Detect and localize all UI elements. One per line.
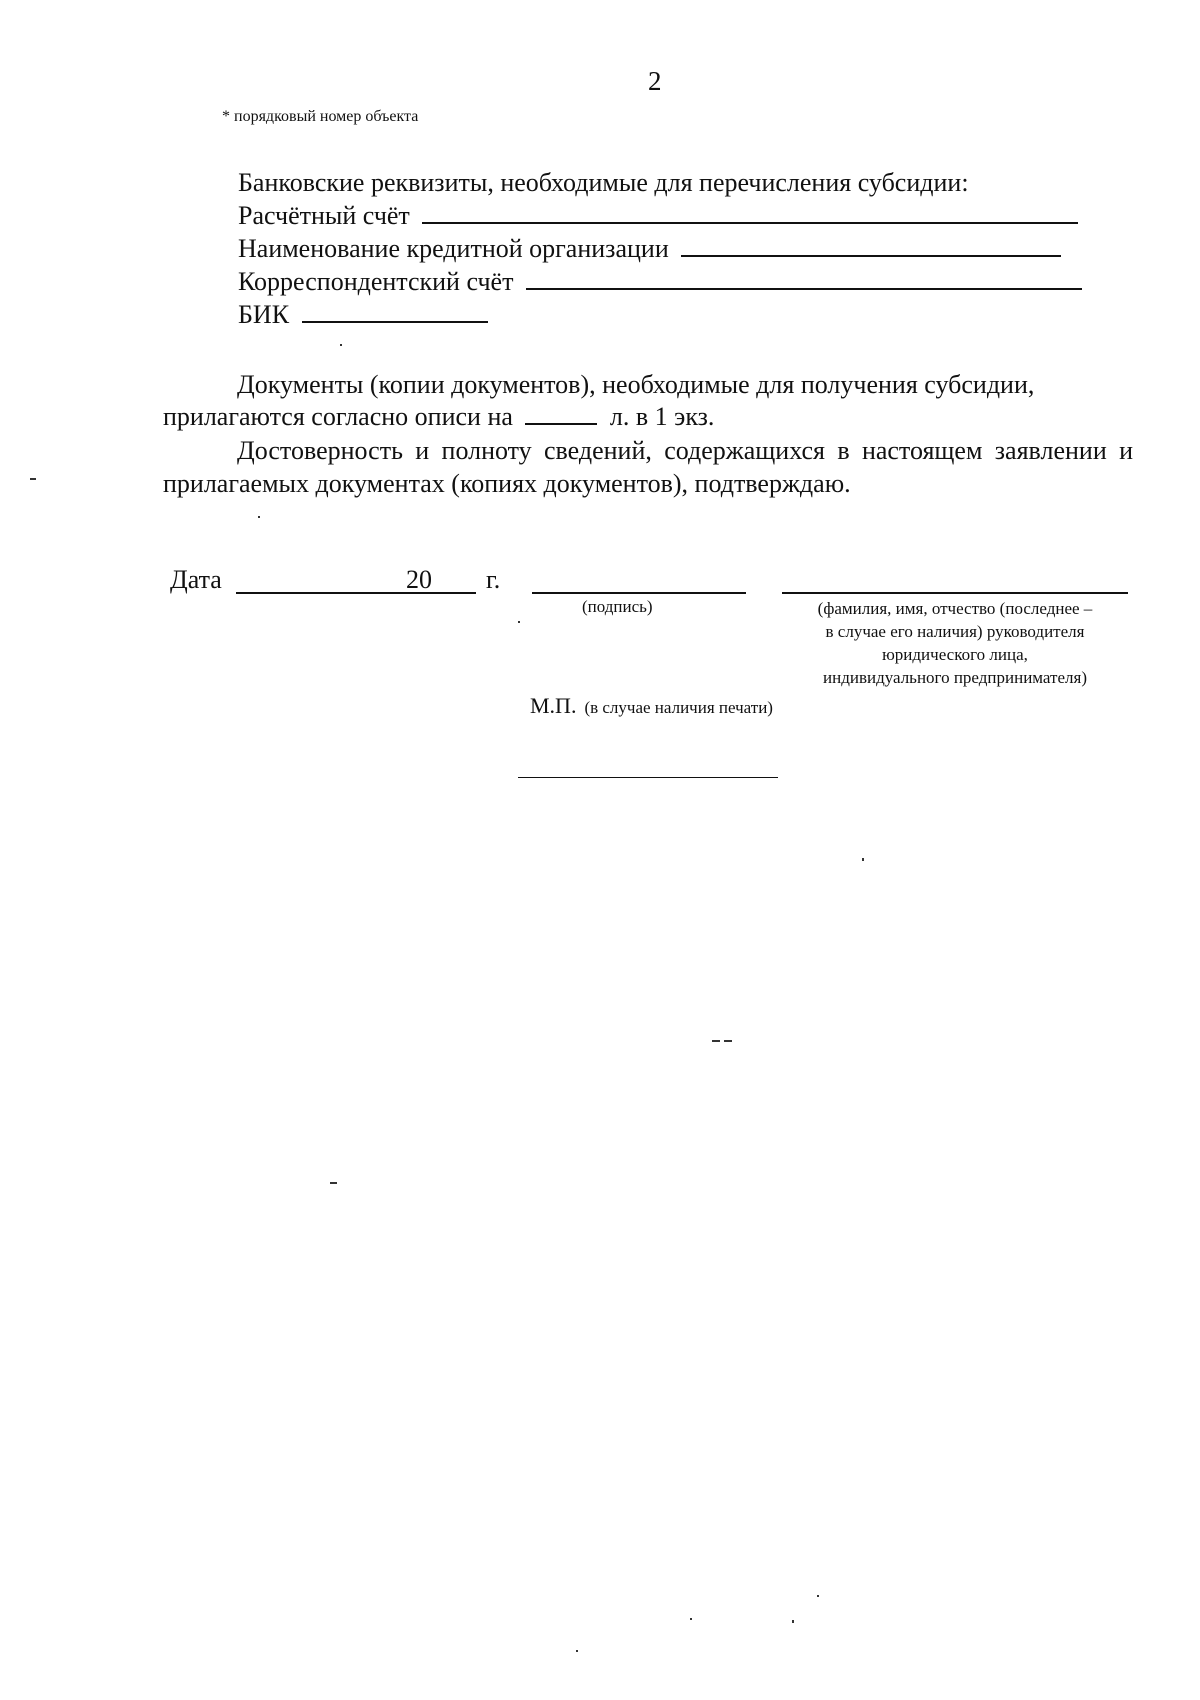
scan-speck: [30, 478, 36, 480]
bank-name-label: Наименование кредитной организации: [238, 234, 669, 263]
scan-speck: [576, 1650, 578, 1652]
year-prefix: 20: [406, 565, 432, 594]
signature-caption: (подпись): [582, 597, 653, 616]
fio-caption-line-1: (фамилия, имя, отчество (последнее –: [817, 599, 1093, 618]
stamp-row: [530, 693, 773, 719]
scan-speck: [518, 621, 520, 623]
fio-caption-line-3: юридического лица,: [882, 645, 1028, 664]
documents-line-1: Документы (копии документов), необходимые для получения субсидии,: [237, 370, 1035, 399]
corr-account-label: Корреспондентский счёт: [238, 267, 514, 296]
stamp-note: (в случае наличия печати): [584, 698, 773, 717]
closing-rule: [518, 777, 778, 778]
documents-suffix: л. в 1 экз.: [609, 402, 715, 431]
stamp-label: М.П.: [530, 693, 577, 718]
date-field[interactable]: [236, 592, 476, 594]
scan-speck: [258, 516, 260, 518]
scan-speck: [690, 1618, 692, 1620]
footnote: * порядковый номер объекта: [222, 108, 419, 125]
account-row: [238, 200, 1078, 231]
signature-field[interactable]: [532, 592, 746, 594]
scan-speck: [340, 344, 342, 346]
sheets-count-field[interactable]: [525, 401, 597, 425]
bik-field[interactable]: [302, 299, 488, 323]
corr-account-field[interactable]: [526, 266, 1082, 290]
scan-speck: [817, 1595, 819, 1597]
bank-name-row: [238, 233, 1061, 264]
fio-caption-line-2: в случае его наличия) руководителя: [825, 622, 1085, 641]
bank-name-field[interactable]: [681, 233, 1061, 257]
scan-speck: [330, 1182, 337, 1184]
page-number: 2: [648, 66, 662, 96]
confirmation-text: Достоверность и полноту сведений, содержащихся в настоящем заявлении и прилагаемых документах (копиях документов), подтверждаю.: [163, 436, 1133, 498]
scan-speck: [862, 858, 864, 861]
bik-row: [238, 299, 488, 330]
date-label: Дата: [170, 565, 222, 594]
account-label: Расчётный счёт: [238, 201, 410, 230]
year-suffix: г.: [486, 565, 501, 594]
bank-details-heading: Банковские реквизиты, необходимые для перечисления субсидии:: [238, 168, 969, 197]
account-field[interactable]: [422, 200, 1078, 224]
scan-speck: [724, 1040, 732, 1042]
scan-speck: [712, 1040, 720, 1042]
scan-speck: [792, 1620, 794, 1623]
documents-prefix: прилагаются согласно описи на: [163, 402, 513, 431]
fio-caption-line-4: индивидуального предпринимателя): [823, 668, 1087, 687]
fio-caption: [780, 597, 1130, 689]
corr-account-row: [238, 266, 1082, 297]
fio-field[interactable]: [782, 592, 1128, 594]
documents-line-2: [163, 401, 714, 432]
bik-label: БИК: [238, 300, 290, 329]
